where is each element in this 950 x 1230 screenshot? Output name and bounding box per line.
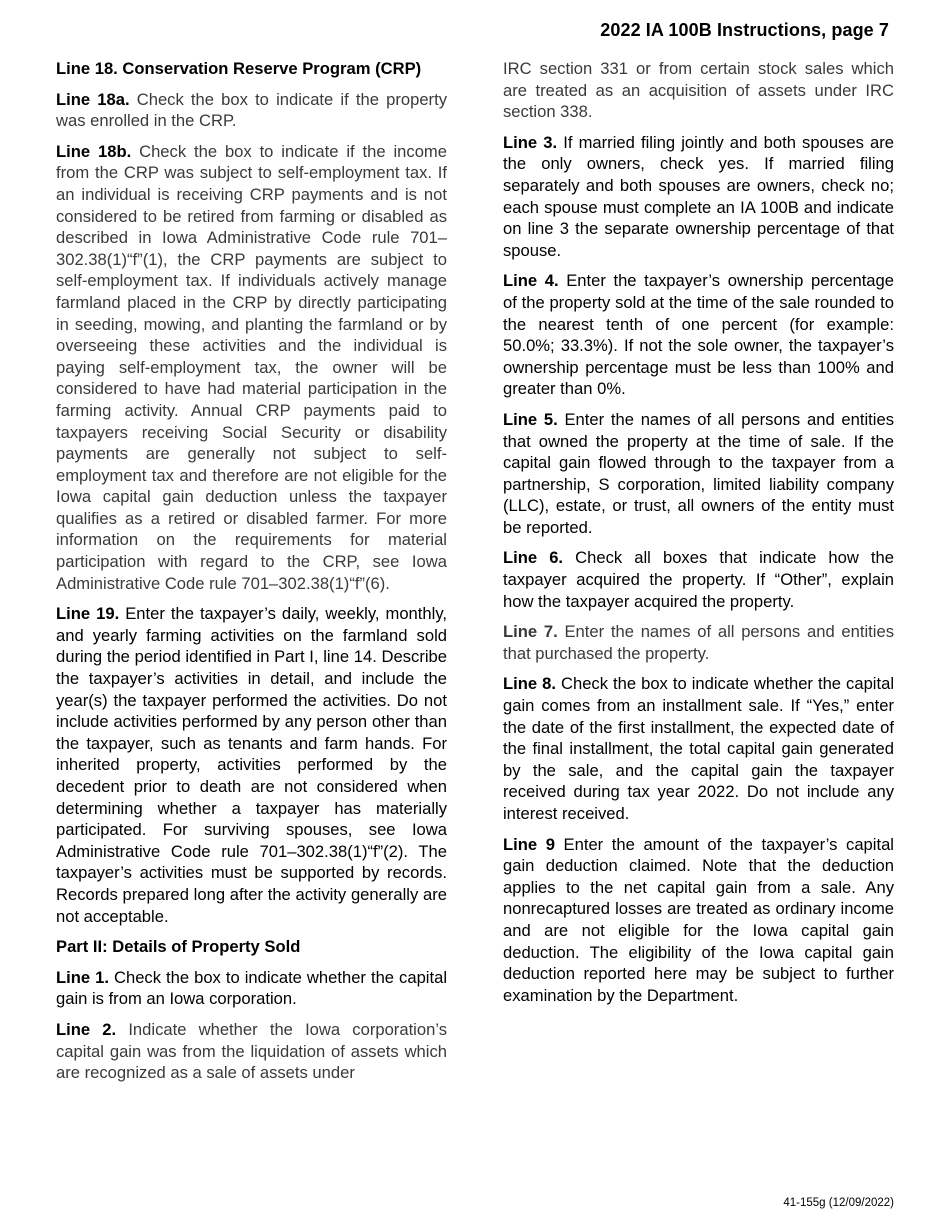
line-2-text: Indicate whether the Iowa corporation’s capital gain was from the liquidation of assets which are recognized as a sale of assets under bbox=[56, 1019, 448, 1083]
line-3-paragraph bbox=[503, 132, 894, 262]
right-column bbox=[503, 58, 894, 1015]
line-19-text: Enter the taxpayer’s daily, weekly, monthly, and yearly farming activities on the farmland sold during the period identified in Part I, line 14. Describe the taxpayer’s activities in detail, and include the year(s) the taxpayer performed the activities. Do not include activities performed by any person other than the taxpayer, such as tenants and farm hands. For inherited property, activities performed by the decedent prior to death are not considered when determining whether a taxpayer has materially participated. For surviving spouses, see Iowa Administrative Code rule 701–302.38(1)“f”(2). The taxpayer’s activities must be supported by records. Records prepared long after the activity generally are not acceptable. bbox=[56, 604, 447, 926]
left-column bbox=[56, 58, 447, 1093]
line-2-paragraph bbox=[56, 1019, 447, 1084]
line-5-label: Line 5. bbox=[503, 409, 558, 429]
form-id-footer: 41-155g (12/09/2022) bbox=[783, 1197, 894, 1209]
line-18b-label: Line 18b. bbox=[56, 141, 132, 161]
line-9-paragraph bbox=[503, 834, 894, 1007]
line-19-paragraph bbox=[56, 603, 447, 927]
line-1-paragraph bbox=[56, 967, 447, 1010]
line-3-text: If married filing jointly and both spouses are the only owners, check yes. If married filing separately and both spouses are owners, check no; each spouse must complete an IA 100B and indicate on line 3 the separate ownership percentage of that spouse. bbox=[503, 132, 894, 260]
line-1-text: Check the box to indicate whether the capital gain is from an Iowa corporation. bbox=[56, 967, 448, 1009]
line-9-label: Line 9 bbox=[503, 834, 555, 854]
page-header-title: 2022 IA 100B Instructions, page 7 bbox=[600, 20, 889, 40]
line-5-paragraph bbox=[503, 409, 894, 539]
line-2-label: Line 2. bbox=[56, 1019, 117, 1039]
line-18a-label: Line 18a. bbox=[56, 89, 130, 109]
line-4-paragraph bbox=[503, 270, 894, 400]
line-1-label: Line 1. bbox=[56, 967, 109, 987]
line-3-label: Line 3. bbox=[503, 132, 558, 152]
line-8-text: Check the box to indicate whether the capital gain comes from an installment sale. If “Yes,” enter the date of the first installment, the expected date of the final installment, the total capital gain generated by the sale, and the capital gain the taxpayer received during tax year 2022. Do not include any interest received. bbox=[503, 674, 895, 823]
line-4-text: Enter the taxpayer’s ownership percentage of the property sold at the time of the sale rounded to the nearest tenth of one percent (for example: 50.0%; 33.3%). If not the sole owner, the taxpayer’s ownership percentage must be less than 100% and greater than 0%. bbox=[503, 271, 894, 399]
line-19-label: Line 19. bbox=[56, 604, 120, 624]
line-18b-text: Check the box to indicate if the income from the CRP was subject to self-employment tax. If an individual is receiving CRP payments and is not considered to be retired from farming or disabled as described in Iowa Administrative Code rule 701–302.38(1)“f”(1), the CRP payments are subject to self-employment tax. If individuals actively manage farmland placed in the CRP by directly participating in seeding, mowing, and planting the farmland or by overseeing these activities and the individual is paying self-employment tax, the owner will be considered to have had material participation in the farming activity. Annual CRP payments paid to taxpayers receiving Social Security or disability payments are generally not subject to self-employment tax and therefore are not eligible for the Iowa capital gain deduction unless the taxpayer qualifies as a retired or disabled farmer. For more information on the requirements for material participation with regard to the CRP, see Iowa Administrative Code rule 701–302.38(1)“f”(6). bbox=[56, 141, 447, 593]
line-6-label: Line 6. bbox=[503, 548, 564, 568]
line-5-text: Enter the names of all persons and entities that owned the property at the time of sale. If the capital gain flowed through to the taxpayer from a partnership, S corporation, limited liability company (LLC), estate, or trust, all owners of the entity must be reported. bbox=[503, 409, 894, 537]
line-2-continued-paragraph: IRC section 331 or from certain stock sales which are treated as an acquisition of assets under IRC section 338. bbox=[503, 59, 894, 122]
line-8-paragraph bbox=[503, 673, 894, 824]
part-2-heading: Part II: Details of Property Sold bbox=[56, 937, 301, 957]
line-8-label: Line 8. bbox=[503, 674, 556, 694]
line-18a-paragraph bbox=[56, 89, 447, 132]
line-6-paragraph bbox=[503, 547, 894, 612]
line-18-heading: Line 18. Conservation Reserve Program (CRP) bbox=[56, 59, 422, 78]
line-4-label: Line 4. bbox=[503, 271, 559, 291]
line-7-paragraph bbox=[503, 621, 894, 664]
line-18a-text: Check the box to indicate if the property was enrolled in the CRP. bbox=[56, 89, 447, 131]
line-9-text: Enter the amount of the taxpayer’s capital gain deduction claimed. Note that the deduction applies to the net capital gain from a sale. Any nonrecaptured losses are treated as ordinary income and are not eligible for the Iowa capital gain deduction. The eligibility of the Iowa capital gain deduction reported here may be subject to further examination by the Department. bbox=[503, 834, 894, 1005]
line-18b-paragraph bbox=[56, 141, 447, 594]
line-6-text: Check all boxes that indicate how the taxpayer acquired the property. If “Other”, explain how the taxpayer acquired the property. bbox=[503, 548, 894, 611]
line-7-label: Line 7. bbox=[503, 622, 558, 642]
line-7-text: Enter the names of all persons and entities that purchased the property. bbox=[503, 622, 894, 663]
